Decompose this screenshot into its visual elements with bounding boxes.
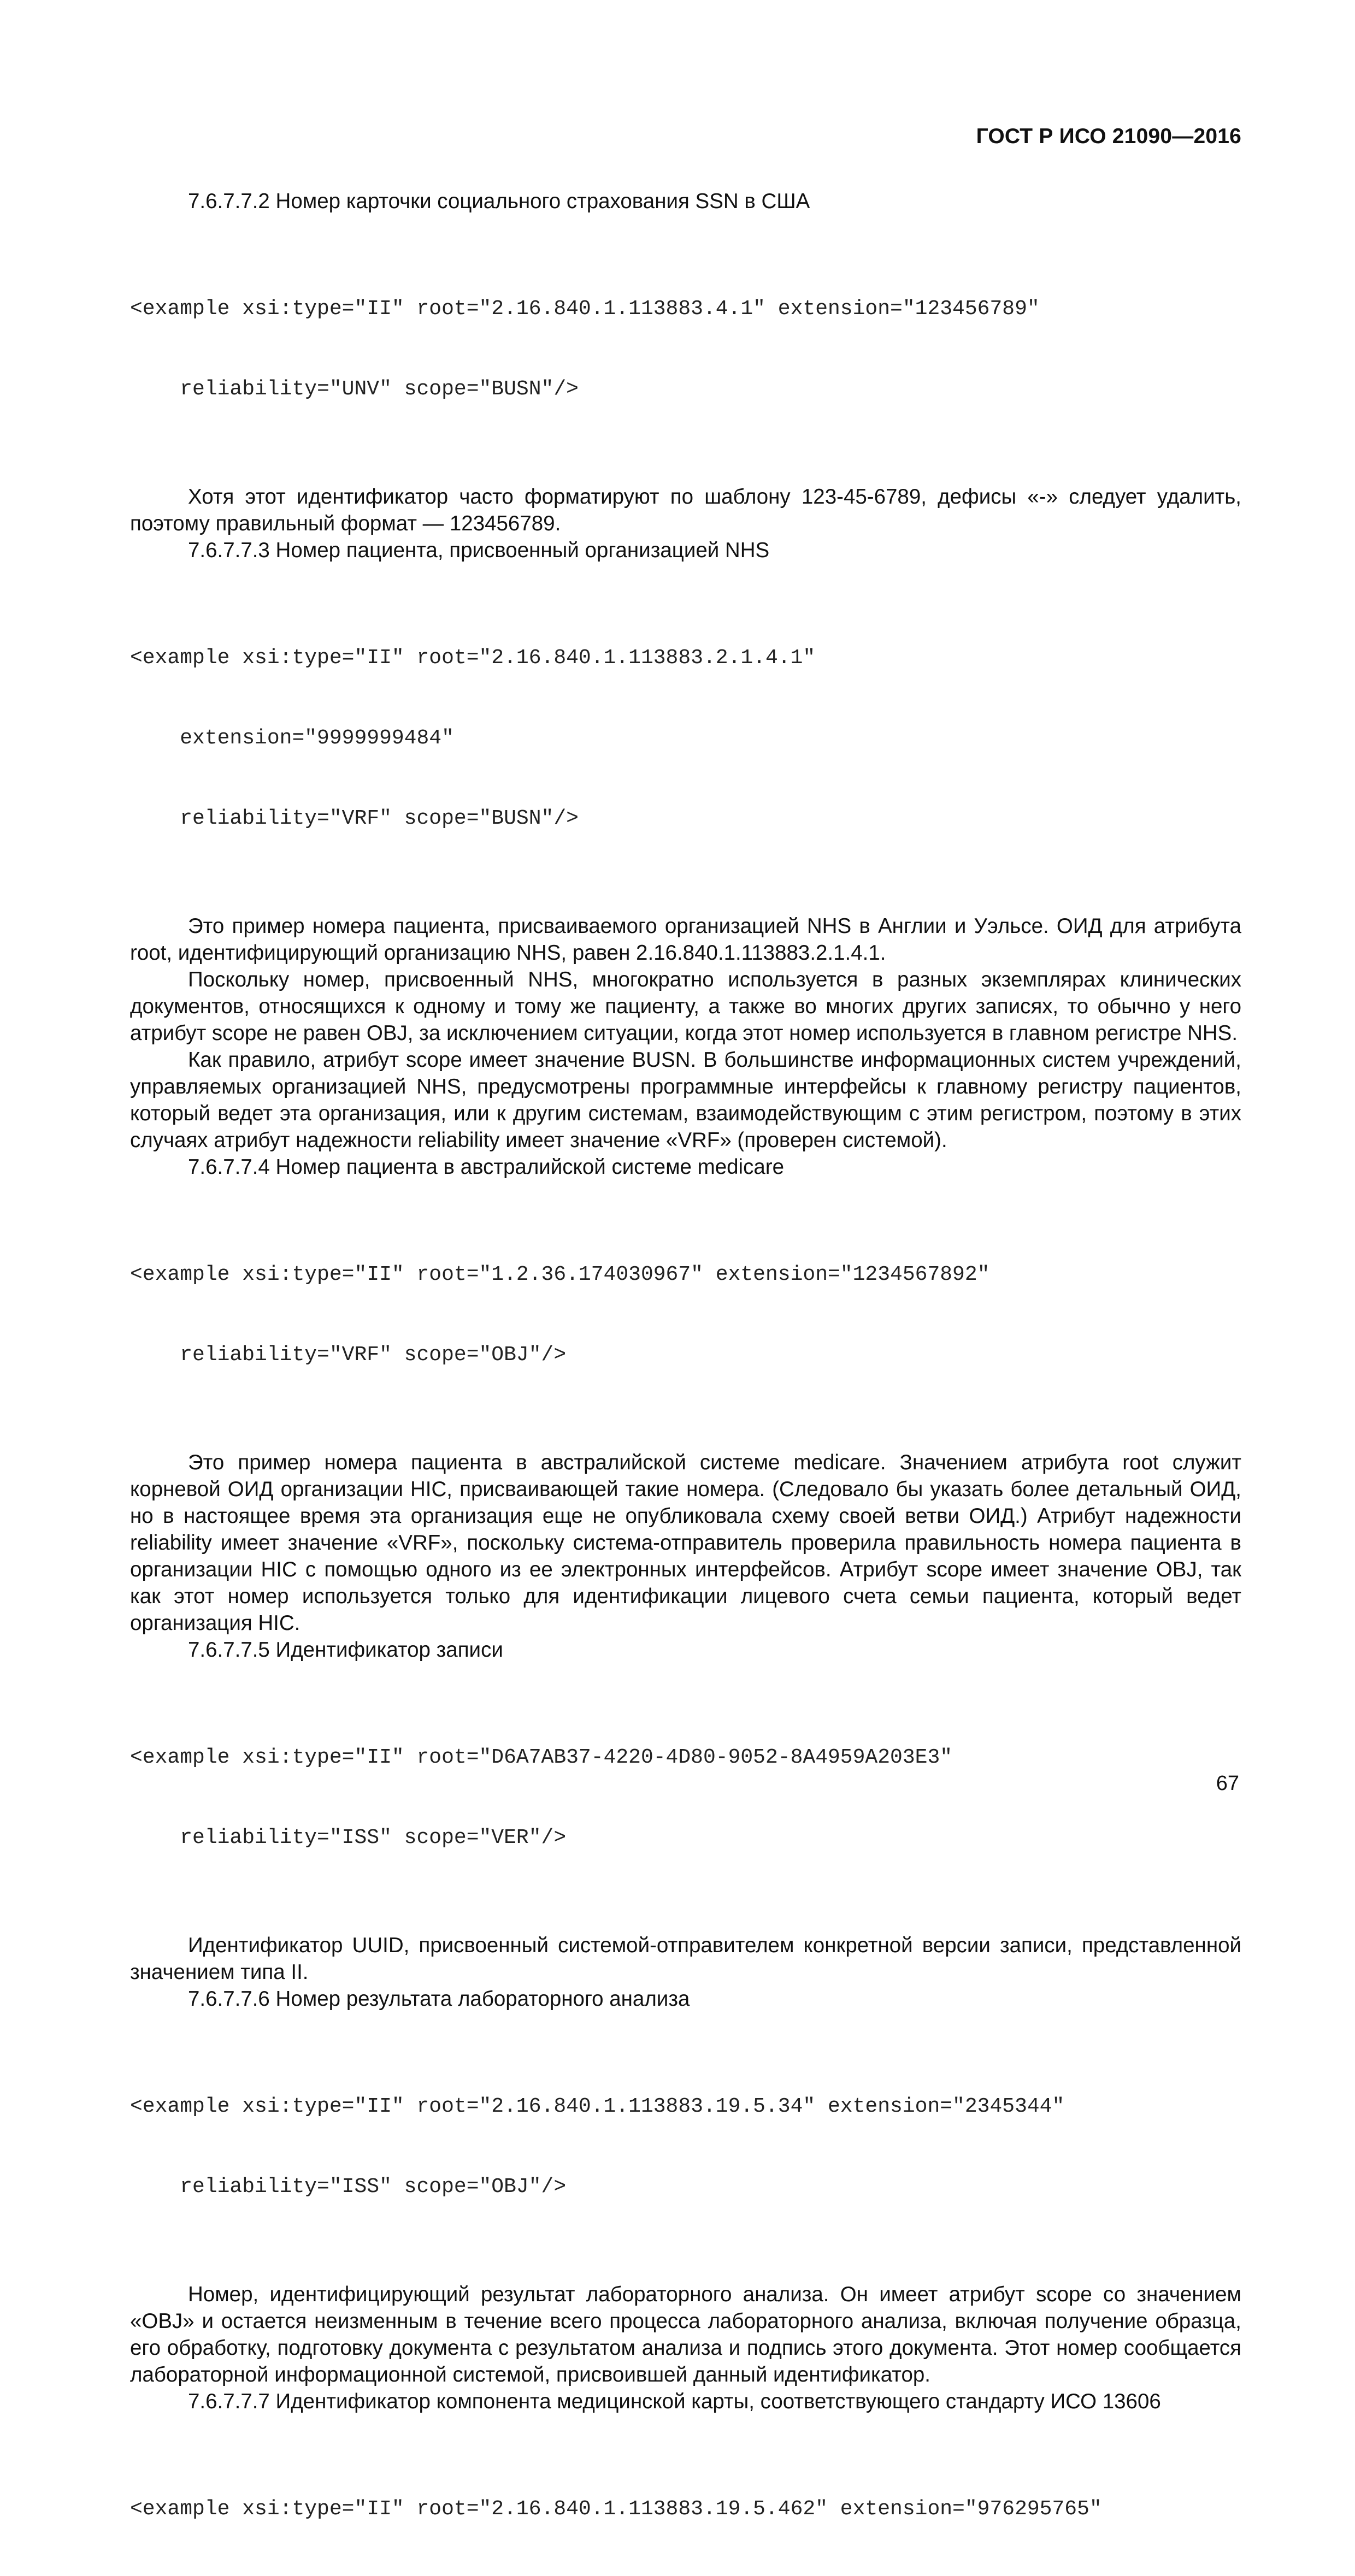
code-line: <example xsi:type="II" root="2.16.840.1.113883.4.1" extension="123456789" [130,297,1040,321]
code-block [130,1208,1241,1422]
section-heading: 7.6.7.7.3 Номер пациента, присвоенный организацией NHS [188,539,770,562]
paragraph: Идентификатор UUID, присвоенный системой-отправителем конкретной версии записи, представленной значением типа II. [130,1934,1241,1984]
code-line: <example xsi:type="II" root="1.2.36.174030967" extension="1234567892" [130,1263,990,1286]
code-line: <example xsi:type="II" root="2.16.840.1.113883.2.1.4.1" [130,646,816,670]
section-heading: 7.6.7.7.4 Номер пациента в австралийской системе medicare [188,1155,784,1179]
paragraph: Номер, идентифицирующий результат лабораторного анализа. Он имеет атрибут scope со значением «OBJ» и остается неизменным в течение всего процесса лабораторного анализа, включая получение образца, его обработку, подготовку документа с результатом анализа и подпись этого документа. Этот номер сообщается лабораторной информационной системой, присвоившей данный идентификатор. [130,2283,1241,2386]
paragraph: Это пример номера пациента в австралийской системе medicare. Значением атрибута root служит корневой ОИД организации HIC, присваивающей такие номера. (Следовало бы указать более детальный ОИД, но в настоящее время эта организация еще не опубликовала схему своей ветви ОИД.) Атрибут надежности reliability имеет значение «VRF», поскольку система-отправитель проверила правильность номера пациента в организации HIC с помощью одного из ее электронных интерфейсов. Атрибут scope имеет значение OBJ, так как этот номер используется только для идентификации лицевого счета семьи пациента, который ведет организация HIC. [130,1451,1241,1635]
section-heading: 7.6.7.7.5 Идентификатор записи [188,1638,503,1662]
paragraph: Это пример номера пациента, присваиваемого организацией NHS в Англии и Уэльсе. ОИД для атрибута root, идентифицирующий организацию NHS, равен 2.16.840.1.113883.2.1.4.1. [130,914,1241,965]
code-block [130,591,1241,885]
code-line: reliability="UNV" scope="BUSN"/> [130,377,579,401]
paragraph: Поскольку номер, присвоенный NHS, многократно используется в разных экземплярах клинических документов, относящихся к одному и тому же пациенту, а также во многих других записях, то обычно у него атрибут scope не равен OBJ, за исключением ситуации, когда этот номер используется в главном регистре NHS. [130,968,1241,1045]
page-number: 67 [1216,1772,1239,1795]
code-line: reliability="ISS" scope="OBJ"/> [130,2175,567,2199]
code-line: extension="9999999484" [130,726,454,750]
section-heading: 7.6.7.7.7 Идентификатор компонента медицинской карты, соответствующего стандарту ИСО 13606 [188,2390,1161,2413]
code-line: reliability="VRF" scope="BUSN"/> [130,807,579,830]
code-line: reliability="ISS" scope="VER"/> [130,1826,567,1850]
code-block [130,242,1241,456]
code-block [130,2442,1241,2576]
paragraph: Хотя этот идентификатор часто форматируют по шаблону 123-45-6789, дефисы «-» следует удалить, поэтому правильный формат — 123456789. [130,485,1241,535]
page-content [130,188,1241,2576]
code-block [130,2040,1241,2254]
document-header: ГОСТ Р ИСО 21090—2016 [976,125,1241,148]
section-heading: 7.6.7.7.2 Номер карточки социального страхования SSN в США [188,190,810,213]
section-heading: 7.6.7.7.6 Номер результата лабораторного анализа [188,1987,690,2011]
code-line: <example xsi:type="II" root="D6A7AB37-4220-4D80-9052-8A4959A203E3" [130,1746,953,1769]
code-line: <example xsi:type="II" root="2.16.840.1.113883.19.5.462" extension="976295765" [130,2497,1102,2521]
code-line: reliability="VRF" scope="OBJ"/> [130,1343,567,1367]
paragraph: Как правило, атрибут scope имеет значение BUSN. В большинстве информационных систем учреждений, управляемых организацией NHS, предусмотрены программные интерфейсы к главному регистру пациентов, который ведет эта организация, или к другим системам, взаимодействующим с этим регистром, поэтому в этих случаях атрибут надежности reliability имеет значение «VRF» (проверен системой). [130,1048,1241,1152]
code-block [130,1691,1241,1905]
code-line: <example xsi:type="II" root="2.16.840.1.113883.19.5.34" extension="2345344" [130,2095,1065,2118]
